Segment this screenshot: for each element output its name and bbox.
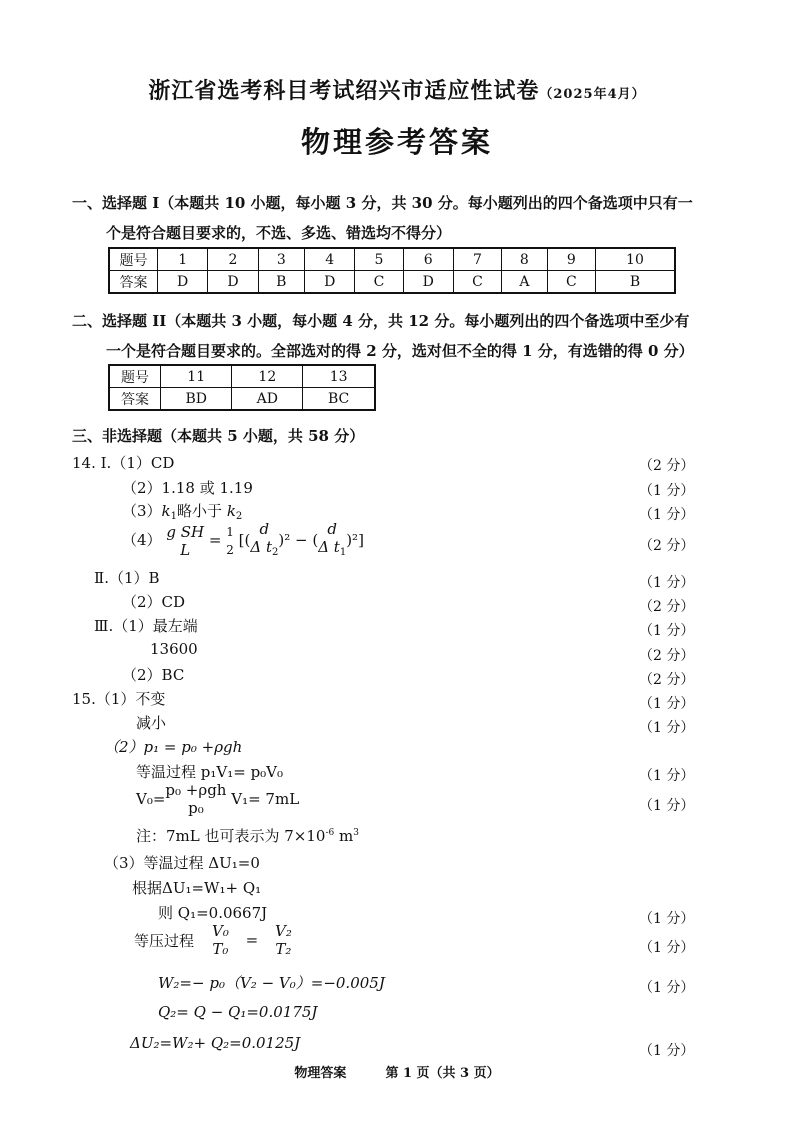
q15-formula bbox=[136, 781, 299, 817]
table-cell: 6 bbox=[403, 248, 453, 271]
fraction bbox=[212, 922, 229, 958]
q15-line: Q₂= Q − Q₁=0.0175J bbox=[158, 1003, 318, 1021]
denominator: T₂ bbox=[275, 940, 292, 958]
fraction bbox=[250, 520, 278, 562]
q15-line: 根据ΔU₁=W₁+ Q₁ bbox=[132, 879, 262, 897]
q15-line: 则 Q₁=0.0667J bbox=[158, 904, 268, 922]
score: （2 分） bbox=[639, 672, 695, 688]
q14-line: Ⅲ.（1）最左端 bbox=[94, 617, 198, 635]
q14-line: 14. Ⅰ.（1）CD bbox=[72, 454, 175, 472]
table-cell: 10 bbox=[595, 248, 675, 271]
table-cell: 5 bbox=[355, 248, 403, 271]
q14-line: （2）CD bbox=[122, 593, 186, 611]
score: （2 分） bbox=[639, 599, 695, 615]
table-cell: AD bbox=[232, 388, 303, 411]
text: V₁= 7mL bbox=[231, 790, 300, 808]
text: m bbox=[334, 827, 354, 845]
table-cell: D bbox=[305, 271, 355, 294]
numerator: g SH bbox=[166, 523, 205, 541]
score: （1 分） bbox=[639, 507, 695, 523]
denominator-text: Δ t bbox=[318, 538, 340, 556]
section3-heading: 三、非选择题（本题共 5 小题，共 58 分） bbox=[72, 427, 365, 445]
denominator-text: Δ t bbox=[250, 538, 272, 556]
table-cell: B bbox=[258, 271, 304, 294]
numerator: V₂ bbox=[275, 922, 292, 940]
fraction bbox=[165, 781, 226, 817]
page-footer bbox=[0, 1062, 794, 1081]
text: （3） bbox=[122, 502, 162, 520]
footer-subject: 物理答案 bbox=[294, 1066, 347, 1081]
exam-title bbox=[0, 74, 794, 105]
score: （1 分） bbox=[639, 623, 695, 639]
table-cell: D bbox=[208, 271, 258, 294]
q14-line: Ⅱ.（1）B bbox=[94, 569, 160, 587]
q14-formula bbox=[122, 520, 364, 562]
score: （1 分） bbox=[639, 940, 695, 956]
score: （1 分） bbox=[639, 483, 695, 499]
numerator: 1 bbox=[226, 525, 234, 539]
score: （1 分） bbox=[639, 798, 695, 814]
numerator: d bbox=[259, 520, 270, 538]
text: 注：7mL 也可表示为 7×10 bbox=[136, 827, 326, 845]
subscript: 1 bbox=[170, 511, 178, 522]
page-number: 第 1 页（共 3 页） bbox=[385, 1066, 500, 1081]
table-cell: C bbox=[355, 271, 403, 294]
subscript: 2 bbox=[235, 511, 243, 522]
table-header-cell: 答案 bbox=[109, 271, 158, 294]
table-row bbox=[109, 271, 675, 294]
q15-line: （2）p₁ = p₀ +ρgh bbox=[104, 738, 243, 756]
exam-title-main: 浙江省选考科目考试绍兴市适应性试卷 bbox=[148, 78, 540, 104]
denominator: 2 bbox=[226, 543, 234, 557]
q14-line: （2）BC bbox=[122, 666, 185, 684]
table-header-cell: 题号 bbox=[109, 365, 161, 388]
table-cell: A bbox=[502, 271, 548, 294]
q14-line: 13600 bbox=[150, 640, 198, 658]
text: （4） bbox=[122, 531, 162, 549]
q14-line: （2）1.18 或 1.19 bbox=[122, 479, 253, 497]
numerator: p₀ +ρgh bbox=[165, 781, 227, 799]
q15-line: 减小 bbox=[136, 714, 167, 732]
page-title: 物理参考答案 bbox=[300, 125, 493, 159]
section2-heading: 二、选择题 II（本题共 3 小题，每小题 4 分，共 12 分。每小题列出的四个备选项中至少有 bbox=[72, 312, 690, 330]
score: （1 分） bbox=[639, 575, 695, 591]
q15-line: 15.（1）不变 bbox=[72, 690, 166, 708]
math-var: k bbox=[226, 502, 236, 520]
score: （1 分） bbox=[639, 720, 695, 736]
score: （1 分） bbox=[639, 980, 695, 996]
section1-heading: 一、选择题 I（本题共 10 小题，每小题 3 分，共 30 分。每小题列出的四个备选项中只有一 bbox=[72, 194, 693, 212]
table-cell: C bbox=[547, 271, 595, 294]
table-cell: D bbox=[158, 271, 208, 294]
text: )²] bbox=[346, 531, 364, 549]
table-cell: 12 bbox=[232, 365, 303, 388]
fraction bbox=[275, 922, 292, 958]
text: 等压过程 bbox=[134, 931, 195, 950]
score: （1 分） bbox=[639, 1043, 695, 1059]
subscript: 2 bbox=[271, 547, 279, 558]
denominator bbox=[250, 538, 278, 562]
math-var: k bbox=[161, 502, 171, 520]
text: V₀= bbox=[136, 790, 166, 808]
fraction bbox=[166, 523, 204, 559]
section2-heading-cont: 一个是符合题目要求的。全部选对的得 2 分，选对但不全的得 1 分，有选错的得 0 分） bbox=[106, 342, 694, 360]
table-cell: 4 bbox=[305, 248, 355, 271]
text: [( bbox=[238, 531, 251, 549]
q15-formula bbox=[134, 922, 292, 958]
score: （1 分） bbox=[639, 768, 695, 784]
table-cell: 2 bbox=[208, 248, 258, 271]
table-cell: BD bbox=[161, 388, 232, 411]
superscript: 3 bbox=[353, 828, 359, 838]
table-row bbox=[109, 365, 375, 388]
table-cell: 11 bbox=[161, 365, 232, 388]
table-cell: 3 bbox=[258, 248, 304, 271]
table-row bbox=[109, 388, 375, 411]
section1-heading-cont: 个是符合题目要求的，不选、多选、错选均不得分） bbox=[106, 224, 452, 242]
fraction bbox=[226, 523, 234, 559]
table-cell: 8 bbox=[502, 248, 548, 271]
q15-line: ΔU₂=W₂+ Q₂=0.0125J bbox=[130, 1034, 301, 1052]
section2-answer-table bbox=[108, 364, 376, 411]
table-row bbox=[109, 248, 675, 271]
exam-title-date: （2025年4月） bbox=[539, 87, 646, 102]
score: （2 分） bbox=[639, 538, 695, 554]
q15-line: （3）等温过程 ΔU₁=0 bbox=[104, 854, 260, 872]
table-header-cell: 答案 bbox=[109, 388, 161, 411]
subscript: 1 bbox=[339, 547, 347, 558]
score: （1 分） bbox=[639, 696, 695, 712]
score: （2 分） bbox=[639, 458, 695, 474]
q15-line: W₂=− p₀（V₂ − V₀）=−0.005J bbox=[158, 974, 385, 992]
denominator: p₀ bbox=[188, 799, 204, 817]
equals: = bbox=[208, 531, 222, 549]
table-cell: D bbox=[403, 271, 453, 294]
denominator: L bbox=[180, 541, 191, 559]
section1-answer-table bbox=[108, 247, 676, 294]
q14-line bbox=[122, 500, 242, 522]
superscript: -6 bbox=[325, 828, 335, 838]
equals: = bbox=[245, 931, 259, 949]
text: 略小于 bbox=[177, 502, 223, 520]
text: )² − ( bbox=[278, 531, 319, 549]
score: （2 分） bbox=[639, 648, 695, 664]
table-header-cell: 题号 bbox=[109, 248, 158, 271]
fraction bbox=[318, 520, 346, 562]
numerator: V₀ bbox=[212, 922, 229, 940]
score: （1 分） bbox=[639, 911, 695, 927]
denominator: T₀ bbox=[212, 940, 229, 958]
table-cell: 1 bbox=[158, 248, 208, 271]
table-cell: 7 bbox=[453, 248, 501, 271]
q15-line: 等温过程 p₁V₁= p₀V₀ bbox=[136, 763, 284, 781]
denominator bbox=[318, 538, 346, 562]
table-cell: B bbox=[595, 271, 675, 294]
table-cell: C bbox=[453, 271, 501, 294]
table-cell: 13 bbox=[303, 365, 375, 388]
numerator: d bbox=[327, 520, 337, 538]
q15-note bbox=[136, 825, 359, 846]
table-cell: BC bbox=[303, 388, 375, 411]
table-cell: 9 bbox=[547, 248, 595, 271]
